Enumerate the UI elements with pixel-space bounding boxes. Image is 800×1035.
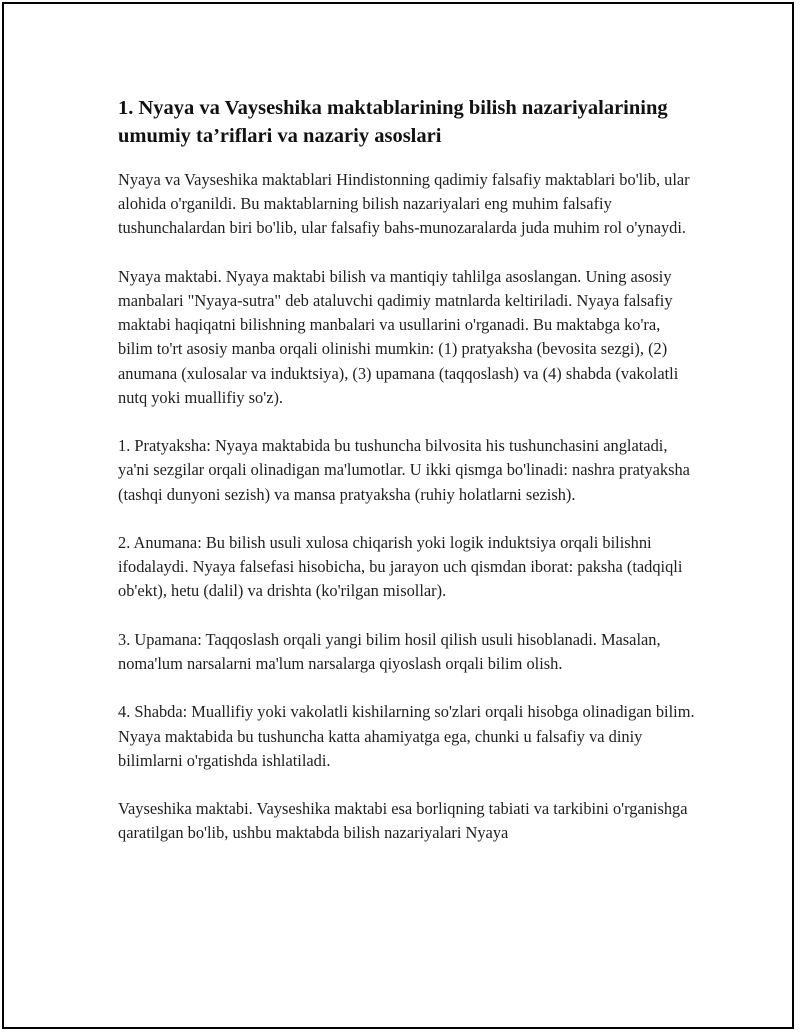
paragraph-nyaya-school: Nyaya maktabi. Nyaya maktabi bilish va mantiqiy tahlilga asoslangan. Uning asosiy manbalari "Nyaya-sutra" deb ataluvchi qadimiy matnlarda keltiriladi. Nyaya falsafiy maktabi haqiqatni bilishning manbalari va usullarini o'rganadi. Bu maktabga ko'ra, bilim to'rt asosiy manba orqali olinishi mumkin: (1) pratyaksha (bevosita sezgi), (2) anumana (xulosalar va induktsiya), (3) upamana (taqqoslash) va (4) shabda (vakolatli nutq yoki muallifiy so'z). xyxy=(118,266,679,407)
paragraph-anumana: 2. Anumana: Bu bilish usuli xulosa chiqarish yoki logik induktsiya orqali bilishni ifodalaydi. Nyaya falsefasi hisobicha, bu jarayon uch qismdan iborat: paksha (tadqiqli ob'ekt), hetu (dalil) va drishta (ko'rilgan misollar). xyxy=(118,533,683,601)
paragraph-pratyaksha: 1. Pratyaksha: Nyaya maktabida bu tushuncha bilvosita his tushunchasini anglatadi, ya'ni sezgilar orqali olinadigan ma'lumotlar. U ikki qismga bo'linadi: nashra pratyaksha (tashqi dunyoni sezish) va mansa pratyaksha (ruhiy holatlarni sezish). xyxy=(118,436,690,504)
paragraph-intro: Nyaya va Vayseshika maktablari Hindistonning qadimiy falsafiy maktablari bo'lib, ular alohida o'rganildi. Bu maktablarning bilish nazariyalari eng muhim falsafiy tushunchalardan biri bo'lib, ular falsafiy bahs-munozaralarda juda muhim rol o'ynaydi. xyxy=(118,170,690,238)
section-heading: 1. Nyaya va Vayseshika maktablarining bilish nazariyalarining umumiy ta’riflari va nazariy asoslari xyxy=(118,97,668,147)
paragraph-shabda: 4. Shabda: Muallifiy yoki vakolatli kishilarning so'zlari orqali hisobga olinadigan bilim. Nyaya maktabida bu tushuncha katta ahamiyatga ega, chunki u falsafiy va diniy bilimlarni o'rgatishda ishlatiladi. xyxy=(118,702,695,770)
document-body xyxy=(118,94,698,870)
paragraph-vayseshika-school: Vayseshika maktabi. Vayseshika maktabi esa borliqning tabiati va tarkibini o'rganishga qaratilgan bo'lib, ushbu maktabda bilish nazariyalari Nyaya xyxy=(118,799,688,843)
paragraph-upamana: 3. Upamana: Taqqoslash orqali yangi bilim hosil qilish usuli hisoblanadi. Masalan, noma'lum narsalarni ma'lum narsalarga qiyoslash orqali bilim olish. xyxy=(118,629,661,673)
